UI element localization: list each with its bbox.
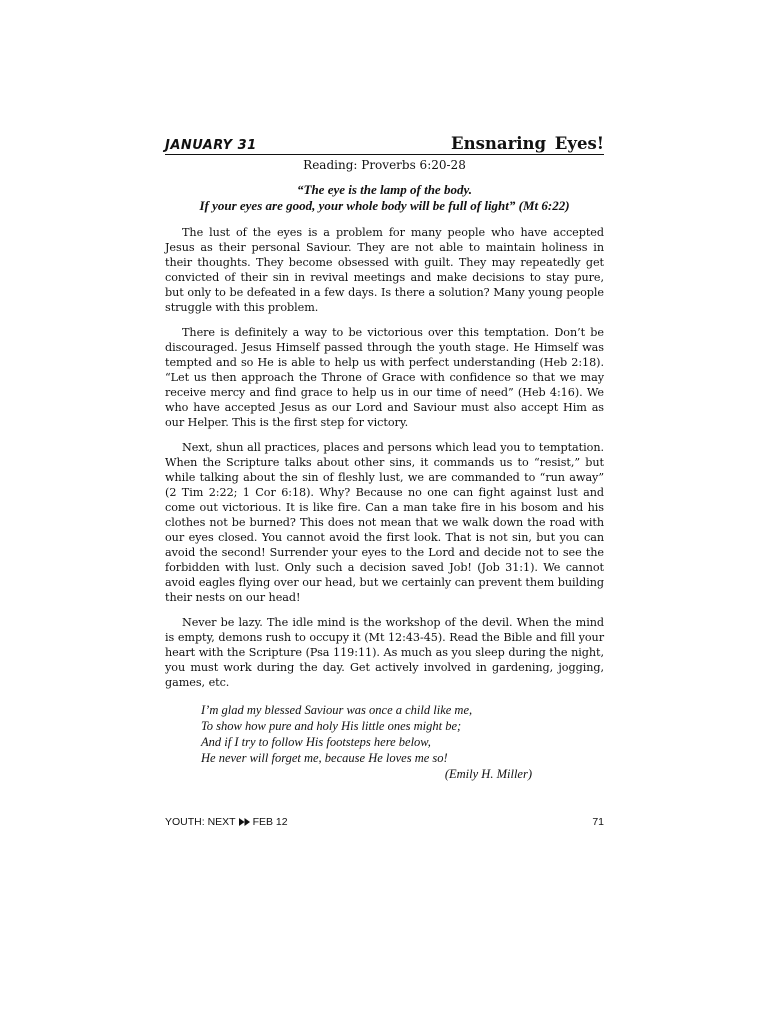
body-paragraph-3: Next, shun all practices, places and persons which lead you to temptation. When the Scripture talks about other sins, it commands us to “resist,” but while talking about the sin of fleshly lust, we are commanded to “run away” (2 Tim 2:22; 1 Cor 6:18). Why? Because no one can fight against lust and come out victorious. It is like fire. Can a man take fire in his bosom and his clothes not be burned? This does not mean that we walk down the road with our eyes closed. You cannot avoid the first look. That is not sin, but you can avoid the second! Surrender your eyes to the Lord and decide not to see the forbidden with lust. Only such a decision saved Job! (Job 31:1). We cannot avoid eagles flying over our head, but we certainly can prevent them building their nests on our head! bbox=[165, 441, 604, 604]
poem-line-1: I’m glad my blessed Saviour was once a child like me, bbox=[201, 703, 473, 717]
footer-next-reference bbox=[165, 816, 288, 828]
footer-next-label: YOUTH: NEXT bbox=[165, 816, 236, 828]
entry-date: JANUARY 31 bbox=[165, 138, 257, 153]
reading-reference: Reading: Proverbs 6:20-28 bbox=[303, 158, 466, 172]
entry-title: Ensnaring Eyes! bbox=[451, 134, 604, 153]
body-paragraph-1: The lust of the eyes is a problem for many people who have accepted Jesus as their personal Saviour. They are not able to maintain holiness in their thoughts. They become obsessed with guilt. They may repeatedly get convicted of their sin in revival meetings and make decisions to stay pure, but only to be defeated in a few days. Is there a solution? Many young people struggle with this problem. bbox=[165, 226, 604, 314]
poem-line-2: To show how pure and holy His little ones might be; bbox=[201, 719, 462, 733]
poem-line-4: He never will forget me, because He loves me so! bbox=[201, 751, 448, 765]
page-footer bbox=[165, 816, 604, 828]
devotional-page bbox=[165, 134, 604, 782]
poem-author: (Emily H. Miller) bbox=[444, 767, 532, 781]
fast-forward-icon bbox=[239, 818, 250, 826]
footer-next-date: FEB 12 bbox=[252, 816, 288, 828]
body-paragraph-4: Never be lazy. The idle mind is the workshop of the devil. When the mind is empty, demons rush to occupy it (Mt 12:43-45). Read the Bible and fill your heart with the Scripture (Psa 119:11). As much as you sleep during the night, you must work during the day. Get actively involved in gardening, jogging, games, etc. bbox=[165, 616, 604, 689]
page-number: 71 bbox=[592, 816, 604, 828]
key-verse bbox=[165, 182, 604, 214]
poem-line-3: And if I try to follow His footsteps here below, bbox=[201, 735, 431, 749]
closing-poem bbox=[201, 702, 604, 782]
key-verse-line-1: “The eye is the lamp of the body. bbox=[297, 182, 472, 197]
key-verse-line-2: If your eyes are good, your whole body will be full of light” (Mt 6:22) bbox=[199, 198, 570, 213]
page-header bbox=[165, 134, 604, 155]
body-paragraph-2: There is definitely a way to be victorious over this temptation. Don’t be discouraged. Jesus Himself passed through the youth stage. He Himself was tempted and so He is able to help us with perfect understanding (Heb 2:18). “Let us then approach the Throne of Grace with confidence so that we may receive mercy and find grace to help us in our time of need” (Heb 4:16). We who have accepted Jesus as our Lord and Saviour must also accept Him as our Helper. This is the first step for victory. bbox=[165, 326, 604, 429]
